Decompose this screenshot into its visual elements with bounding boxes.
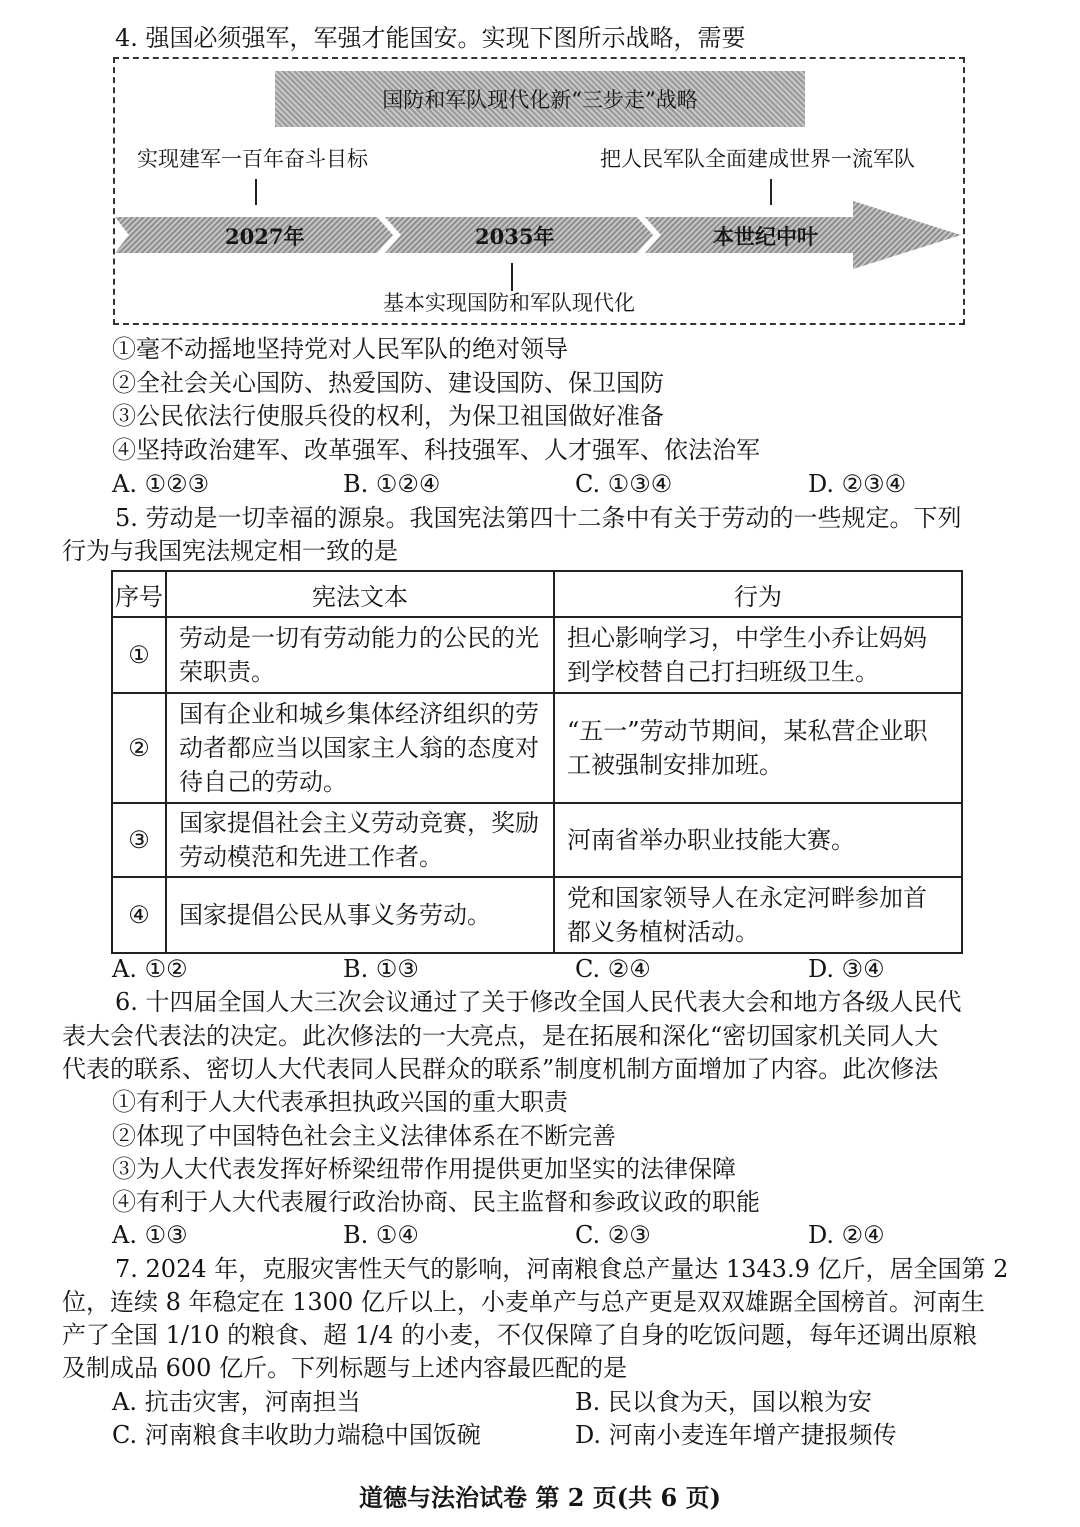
tick-2035 — [511, 263, 513, 291]
q7-stem-line-4: 及制成品 600 亿斤。下列标题与上述内容最匹配的是 — [62, 1354, 628, 1382]
segment-label-midcentury: 本世纪中叶 — [713, 224, 818, 249]
q5-option-a: A. ①② — [112, 955, 188, 983]
q6-option-d: D. ②④ — [808, 1221, 885, 1249]
row-no: ② — [112, 693, 166, 803]
q5-option-c: C. ②④ — [575, 955, 651, 983]
q7-stem-line-1: 7. 2024 年，克服灾害性天气的影响，河南粮食总产量达 1343.9 亿斤，居全国第 2 — [115, 1255, 1009, 1283]
row-no: ③ — [112, 803, 166, 877]
page-footer: 道德与法治试卷 第 2 页(共 6 页) — [359, 1483, 721, 1512]
diagram-banner: 国防和军队现代化新“三步走”战略 — [275, 71, 805, 127]
table-row — [112, 617, 962, 693]
segment-label-2035: 2035年 — [475, 224, 555, 249]
q7-option-c: C. 河南粮食丰收助力端稳中国饭碗 — [112, 1421, 481, 1449]
q4-item-1: ①毫不动摇地坚持党对人民军队的绝对领导 — [112, 335, 568, 363]
q7-option-a: A. 抗击灾害，河南担当 — [112, 1388, 361, 1416]
header-text: 宪法文本 — [166, 571, 554, 617]
q7-option-d: D. 河南小麦连年增产捷报频传 — [575, 1421, 897, 1449]
strategy-diagram — [113, 57, 965, 325]
q6-item-2: ②体现了中国特色社会主义法律体系在不断完善 — [112, 1122, 616, 1150]
q6-stem-line-1: 6. 十四届全国人大三次会议通过了关于修改全国人民代表大会和地方各级人民代 — [115, 988, 962, 1016]
q6-option-a: A. ①③ — [112, 1221, 188, 1249]
q5-stem-line-1: 5. 劳动是一切幸福的源泉。我国宪法第四十二条中有关于劳动的一些规定。下列 — [115, 504, 962, 532]
row-act: 担心影响学习，中学生小乔让妈妈到学校替自己打扫班级卫生。 — [554, 617, 962, 693]
q6-item-3: ③为人大代表发挥好桥梁纽带作用提供更加坚实的法律保障 — [112, 1155, 736, 1183]
row-act: 党和国家领导人在永定河畔参加首都义务植树活动。 — [554, 877, 962, 953]
row-text: 国有企业和城乡集体经济组织的劳动者都应当以国家主人翁的态度对待自己的劳动。 — [166, 693, 554, 803]
row-act: “五一”劳动节期间，某私营企业职工被强制安排加班。 — [554, 693, 962, 803]
label-2035-goal: 基本实现国防和军队现代化 — [383, 291, 635, 315]
q6-option-c: C. ②③ — [575, 1221, 651, 1249]
header-no: 序号 — [112, 571, 166, 617]
header-act: 行为 — [554, 571, 962, 617]
label-midcentury-goal: 把人民军队全面建成世界一流军队 — [600, 147, 915, 171]
q7-stem-line-3: 产了全国 1/10 的粮食、超 1/4 的小麦，不仅保障了自身的吃饭问题，每年还调出原粮 — [62, 1321, 978, 1349]
table-header-row — [112, 571, 962, 617]
label-2027-goal: 实现建军一百年奋斗目标 — [137, 147, 368, 171]
row-text: 国家提倡公民从事义务劳动。 — [166, 877, 554, 953]
q4-option-d: D. ②③④ — [808, 470, 907, 498]
row-act: 河南省举办职业技能大赛。 — [554, 803, 962, 877]
q7-option-b: B. 民以食为天，国以粮为安 — [575, 1388, 872, 1416]
q7-stem-line-2: 位，连续 8 年稳定在 1300 亿斤以上，小麦单产与总产更是双双雄踞全国榜首。河南生 — [62, 1288, 985, 1316]
row-no: ① — [112, 617, 166, 693]
q6-item-4: ④有利于人大代表履行政治协商、民主监督和参政议政的职能 — [112, 1188, 760, 1216]
q6-stem-line-3: 代表的联系、密切人大代表同人民群众的联系”制度机制方面增加了内容。此次修法 — [62, 1055, 939, 1083]
q6-option-b: B. ①④ — [343, 1221, 419, 1249]
q4-item-2: ②全社会关心国防、热爱国防、建设国防、保卫国防 — [112, 369, 664, 397]
q4-option-c: C. ①③④ — [575, 470, 673, 498]
q6-stem-line-2: 表大会代表法的决定。此次修法的一大亮点，是在拓展和深化“密切国家机关同人大 — [62, 1022, 939, 1050]
row-text: 劳动是一切有劳动能力的公民的光荣职责。 — [166, 617, 554, 693]
row-text: 国家提倡社会主义劳动竞赛，奖励劳动模范和先进工作者。 — [166, 803, 554, 877]
q4-item-4: ④坚持政治建军、改革强军、科技强军、人才强军、依法治军 — [112, 436, 760, 464]
q5-option-b: B. ①③ — [343, 955, 419, 983]
q5-option-d: D. ③④ — [808, 955, 885, 983]
constitution-table — [111, 570, 963, 954]
segment-label-2027: 2027年 — [225, 224, 305, 249]
q4-stem: 4. 强国必须强军，军强才能国安。实现下图所示战略，需要 — [115, 24, 746, 52]
q4-option-b: B. ①②④ — [343, 470, 441, 498]
table-row — [112, 693, 962, 803]
q6-item-1: ①有利于人大代表承担执政兴国的重大职责 — [112, 1088, 568, 1116]
q4-item-3: ③公民依法行使服兵役的权利，为保卫祖国做好准备 — [112, 402, 664, 430]
table-row — [112, 877, 962, 953]
table-row — [112, 803, 962, 877]
q4-option-a: A. ①②③ — [112, 470, 210, 498]
row-no: ④ — [112, 877, 166, 953]
q5-stem-line-2: 行为与我国宪法规定相一致的是 — [62, 537, 398, 565]
